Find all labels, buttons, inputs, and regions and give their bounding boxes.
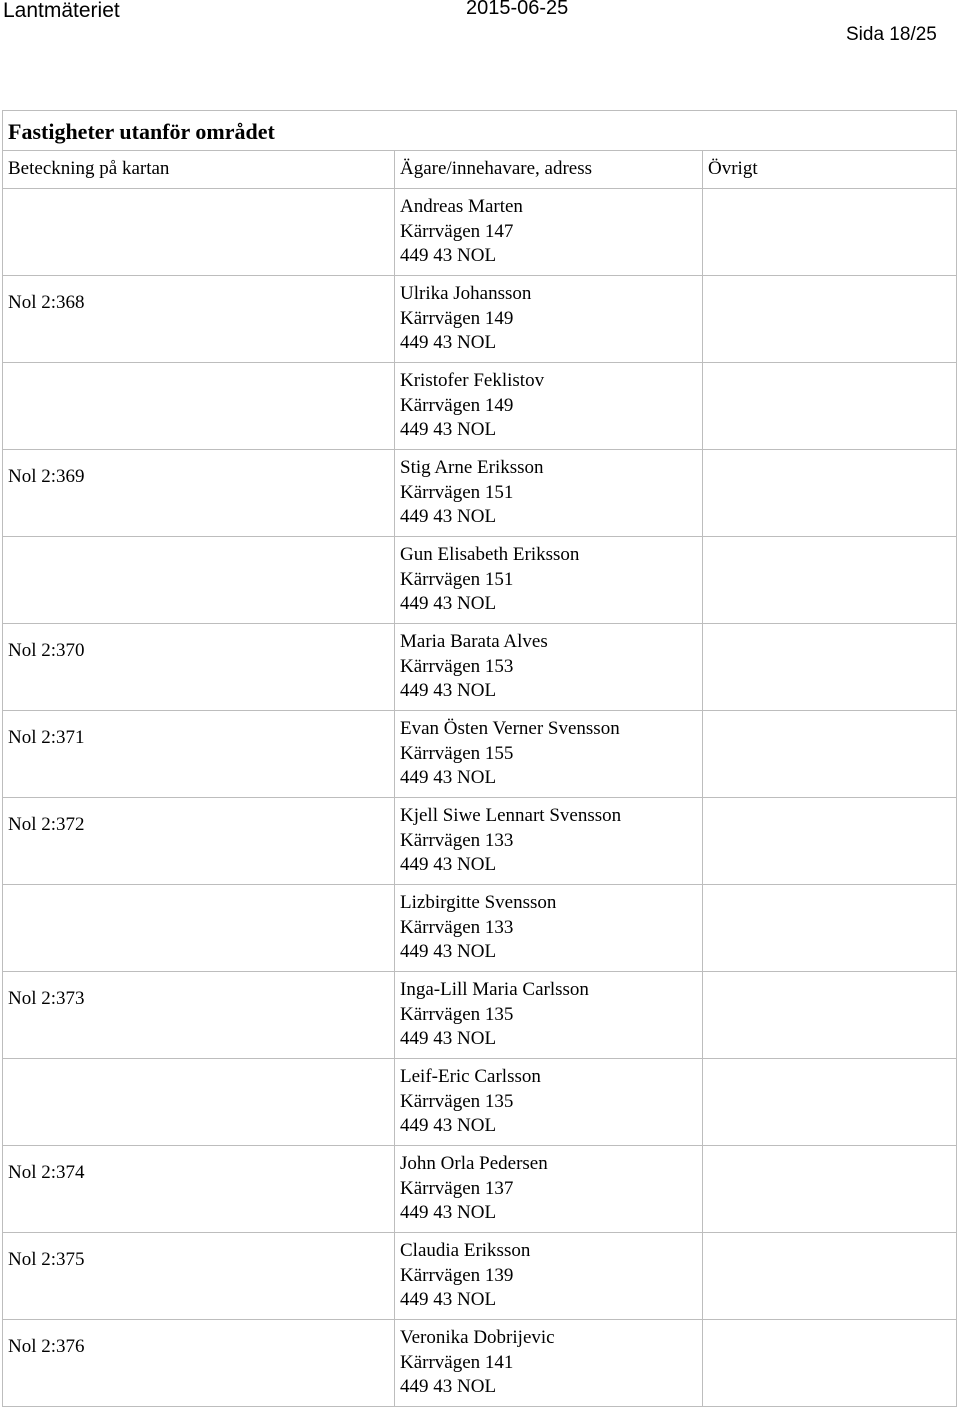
table-row: [3, 624, 957, 711]
owner-postal: 449 43 NOL: [400, 332, 497, 353]
owner-name: Lizbirgitte Svensson: [400, 892, 557, 913]
owner-postal: 449 43 NOL: [400, 941, 497, 962]
owner-address: [395, 885, 703, 972]
owner-street: Kärrvägen 133: [400, 829, 514, 851]
table-row: [3, 1320, 957, 1407]
owner-address: [395, 972, 703, 1059]
table-row: [3, 189, 957, 276]
owner-postal: 449 43 NOL: [400, 680, 497, 701]
other-notes: [703, 972, 957, 1059]
owner-street: Kärrvägen 147: [400, 220, 514, 242]
owner-name: Maria Barata Alves: [400, 631, 548, 652]
owner-postal: 449 43 NOL: [400, 1289, 497, 1310]
property-designation: Nol 2:373: [3, 972, 395, 1059]
owner-address: [395, 450, 703, 537]
owner-address: [395, 1059, 703, 1146]
other-notes: [703, 276, 957, 363]
owner-street: Kärrvägen 155: [400, 742, 514, 764]
owner-street: Kärrvägen 133: [400, 916, 514, 938]
property-designation: Nol 2:372: [3, 798, 395, 885]
property-designation: Nol 2:368: [3, 276, 395, 363]
owner-postal: 449 43 NOL: [400, 1376, 497, 1397]
owner-name: Ulrika Johansson: [400, 283, 532, 304]
column-header-agare: Ägare/innehavare, adress: [395, 151, 703, 189]
owner-address: [395, 1320, 703, 1407]
owner-postal: 449 43 NOL: [400, 419, 497, 440]
other-notes: [703, 1146, 957, 1233]
property-designation: [3, 537, 395, 624]
owner-name: Inga-Lill Maria Carlsson: [400, 979, 589, 1000]
property-designation: Nol 2:375: [3, 1233, 395, 1320]
owner-street: Kärrvägen 151: [400, 481, 514, 503]
organization-name: Lantmäteriet: [3, 0, 120, 22]
owner-address: [395, 624, 703, 711]
table-row: [3, 537, 957, 624]
owner-postal: 449 43 NOL: [400, 506, 497, 527]
owner-street: Kärrvägen 135: [400, 1003, 514, 1025]
owner-address: [395, 1233, 703, 1320]
other-notes: [703, 363, 957, 450]
table-title: Fastigheter utanför området: [3, 111, 957, 151]
owner-name: John Orla Pedersen: [400, 1153, 548, 1174]
owner-name: Gun Elisabeth Eriksson: [400, 544, 580, 565]
page-number: Sida 18/25: [846, 24, 937, 45]
other-notes: [703, 1320, 957, 1407]
table-row: [3, 450, 957, 537]
property-table-container: [2, 110, 956, 1407]
table-row: [3, 1233, 957, 1320]
property-table: [2, 110, 957, 1407]
property-designation: [3, 363, 395, 450]
owner-street: Kärrvägen 141: [400, 1351, 514, 1373]
table-row: [3, 711, 957, 798]
owner-name: Stig Arne Eriksson: [400, 457, 544, 478]
property-designation: Nol 2:370: [3, 624, 395, 711]
owner-name: Evan Östen Verner Svensson: [400, 718, 620, 739]
table-row: [3, 1146, 957, 1233]
table-row: [3, 885, 957, 972]
owner-postal: 449 43 NOL: [400, 1115, 497, 1136]
owner-address: [395, 711, 703, 798]
owner-street: Kärrvägen 149: [400, 394, 514, 416]
owner-postal: 449 43 NOL: [400, 593, 497, 614]
property-designation: Nol 2:376: [3, 1320, 395, 1407]
document-date: 2015-06-25: [466, 0, 569, 19]
owner-address: [395, 537, 703, 624]
other-notes: [703, 798, 957, 885]
owner-address: [395, 189, 703, 276]
owner-street: Kärrvägen 149: [400, 307, 514, 329]
property-designation: [3, 189, 395, 276]
table-row: [3, 972, 957, 1059]
column-header-ovrigt: Övrigt: [703, 151, 957, 189]
table-row: [3, 276, 957, 363]
owner-address: [395, 363, 703, 450]
owner-postal: 449 43 NOL: [400, 854, 497, 875]
table-row: [3, 798, 957, 885]
owner-street: Kärrvägen 153: [400, 655, 514, 677]
table-title-row: [3, 111, 957, 151]
column-header-beteckning: Beteckning på kartan: [3, 151, 395, 189]
other-notes: [703, 711, 957, 798]
other-notes: [703, 189, 957, 276]
owner-name: Kristofer Feklistov: [400, 370, 545, 391]
owner-name: Leif-Eric Carlsson: [400, 1066, 541, 1087]
property-designation: [3, 1059, 395, 1146]
owner-postal: 449 43 NOL: [400, 245, 497, 266]
other-notes: [703, 885, 957, 972]
other-notes: [703, 450, 957, 537]
table-row: [3, 1059, 957, 1146]
owner-address: [395, 798, 703, 885]
other-notes: [703, 1059, 957, 1146]
other-notes: [703, 537, 957, 624]
owner-name: Veronika Dobrijevic: [400, 1327, 555, 1348]
owner-street: Kärrvägen 151: [400, 568, 514, 590]
owner-name: Kjell Siwe Lennart Svensson: [400, 805, 622, 826]
property-designation: Nol 2:374: [3, 1146, 395, 1233]
property-designation: [3, 885, 395, 972]
owner-postal: 449 43 NOL: [400, 1028, 497, 1049]
owner-postal: 449 43 NOL: [400, 1202, 497, 1223]
owner-street: Kärrvägen 139: [400, 1264, 514, 1286]
table-row: [3, 363, 957, 450]
owner-name: Claudia Eriksson: [400, 1240, 531, 1261]
owner-street: Kärrvägen 135: [400, 1090, 514, 1112]
table-header-row: [3, 151, 957, 189]
owner-address: [395, 1146, 703, 1233]
owner-street: Kärrvägen 137: [400, 1177, 514, 1199]
other-notes: [703, 624, 957, 711]
owner-postal: 449 43 NOL: [400, 767, 497, 788]
property-designation: Nol 2:369: [3, 450, 395, 537]
other-notes: [703, 1233, 957, 1320]
owner-address: [395, 276, 703, 363]
property-designation: Nol 2:371: [3, 711, 395, 798]
owner-name: Andreas Marten: [400, 196, 523, 217]
